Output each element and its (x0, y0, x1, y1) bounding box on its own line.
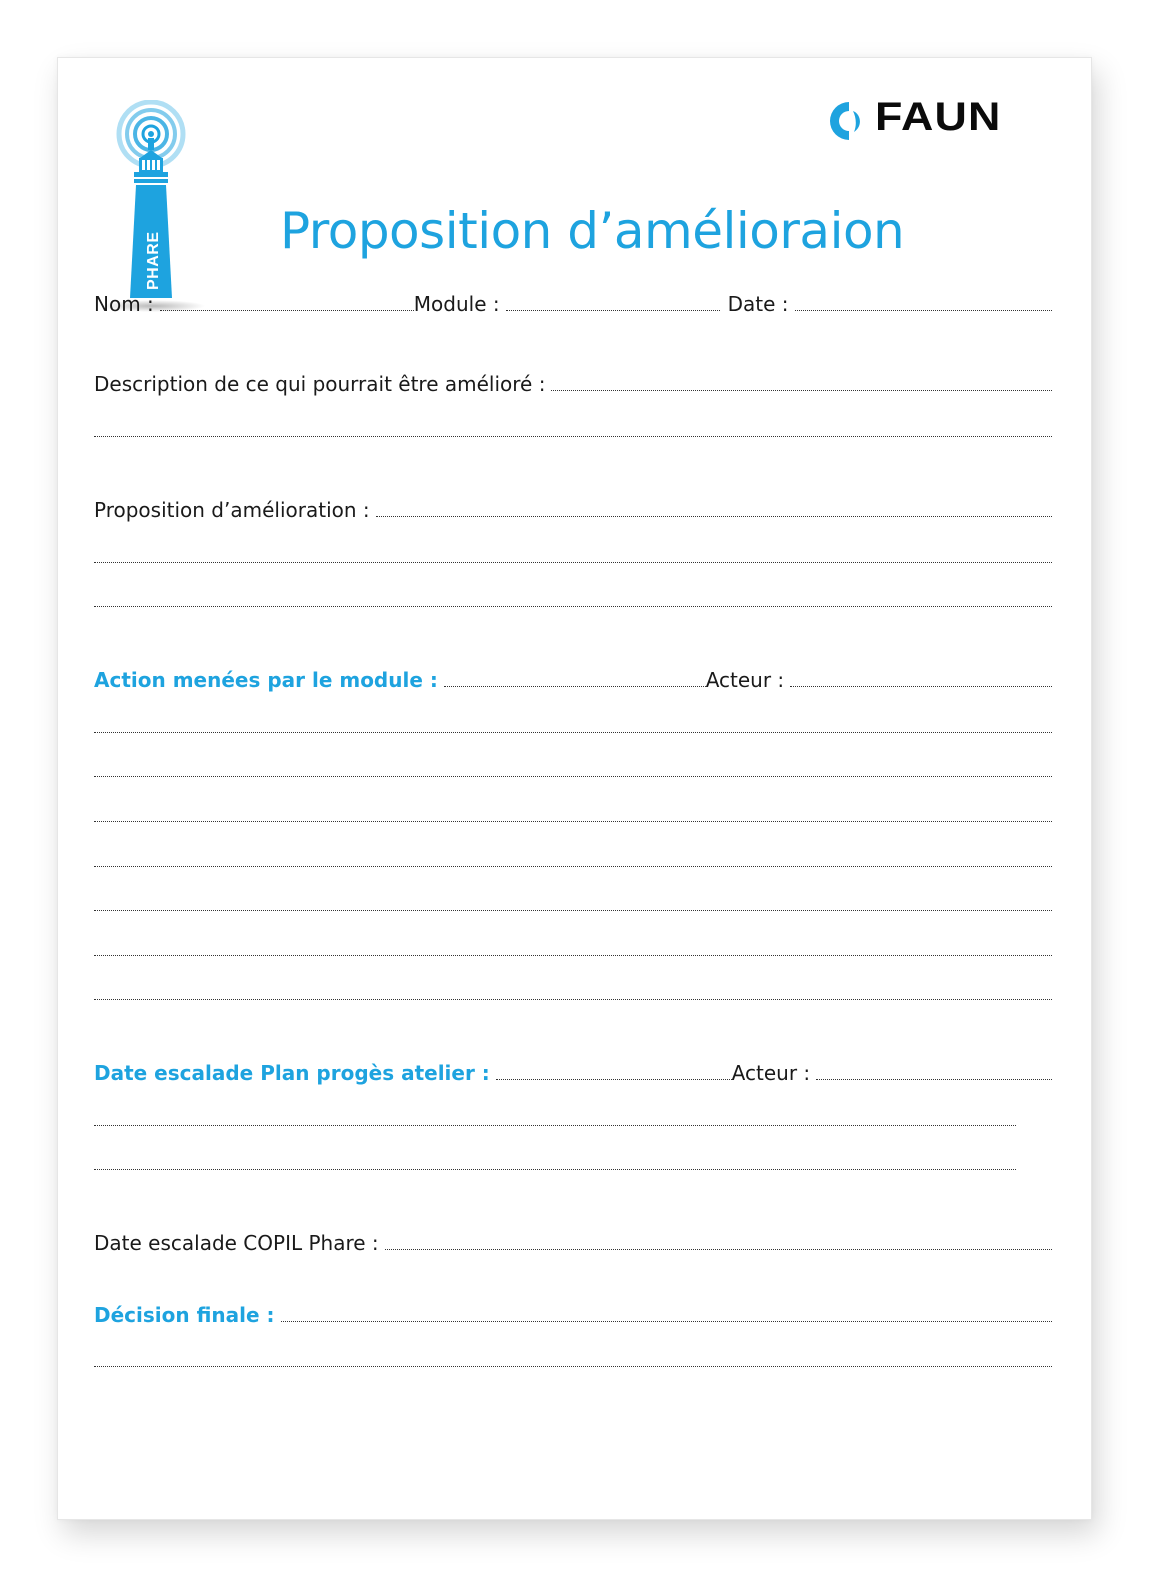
actions-line[interactable] (94, 866, 1052, 867)
escalade-plan-row (94, 1061, 1052, 1085)
form-sheet (57, 57, 1092, 1520)
nom-field[interactable] (160, 309, 414, 311)
description-label: Description de ce qui pourrait être amélioré : (94, 372, 546, 396)
actions-line[interactable] (94, 776, 1052, 777)
proposition-line[interactable] (94, 562, 1052, 563)
actions-row (94, 668, 1052, 692)
escalade-copil-row (94, 1231, 1052, 1255)
page-title: Proposition d’amélioraion (280, 201, 905, 260)
nom-label: Nom : (94, 292, 154, 316)
identity-row (94, 292, 1052, 316)
actions-line[interactable] (94, 955, 1052, 956)
acteur-field[interactable] (790, 685, 1052, 687)
actions-line[interactable] (94, 821, 1052, 822)
escalade-copil-field[interactable] (385, 1248, 1052, 1250)
proposition-field[interactable] (376, 515, 1052, 517)
faun-wordmark: FAUN (875, 95, 1002, 139)
escalade-copil-label: Date escalade COPIL Phare : (94, 1231, 379, 1255)
proposition-row (94, 498, 1052, 522)
phare-label: PHARE (145, 231, 162, 290)
decision-line[interactable] (94, 1366, 1052, 1367)
decision-field[interactable] (281, 1320, 1052, 1322)
proposition-label: Proposition d’amélioration : (94, 498, 370, 522)
date-field[interactable] (795, 309, 1052, 311)
description-row (94, 372, 1052, 396)
description-field[interactable] (551, 389, 1052, 391)
acteur-field[interactable] (816, 1078, 1052, 1080)
actions-field[interactable] (444, 685, 706, 687)
faun-logo (823, 95, 1053, 150)
escalade-plan-line[interactable] (94, 1125, 1016, 1126)
actions-label: Action menées par le module : (94, 668, 438, 692)
proposition-line[interactable] (94, 606, 1052, 607)
faun-emblem-icon (823, 100, 871, 142)
decision-row (94, 1303, 1052, 1327)
decision-label: Décision finale : (94, 1303, 275, 1327)
acteur-label: Acteur : (731, 1061, 811, 1085)
module-label: Module : (413, 292, 500, 316)
actions-line[interactable] (94, 732, 1052, 733)
escalade-plan-field[interactable] (496, 1078, 732, 1080)
actions-line[interactable] (94, 910, 1052, 911)
description-line[interactable] (94, 436, 1052, 437)
escalade-plan-label: Date escalade Plan progès atelier : (94, 1061, 490, 1085)
acteur-label: Acteur : (705, 668, 785, 692)
escalade-plan-line[interactable] (94, 1169, 1016, 1170)
actions-line[interactable] (94, 999, 1052, 1000)
date-label: Date : (727, 292, 789, 316)
module-field[interactable] (506, 309, 720, 311)
